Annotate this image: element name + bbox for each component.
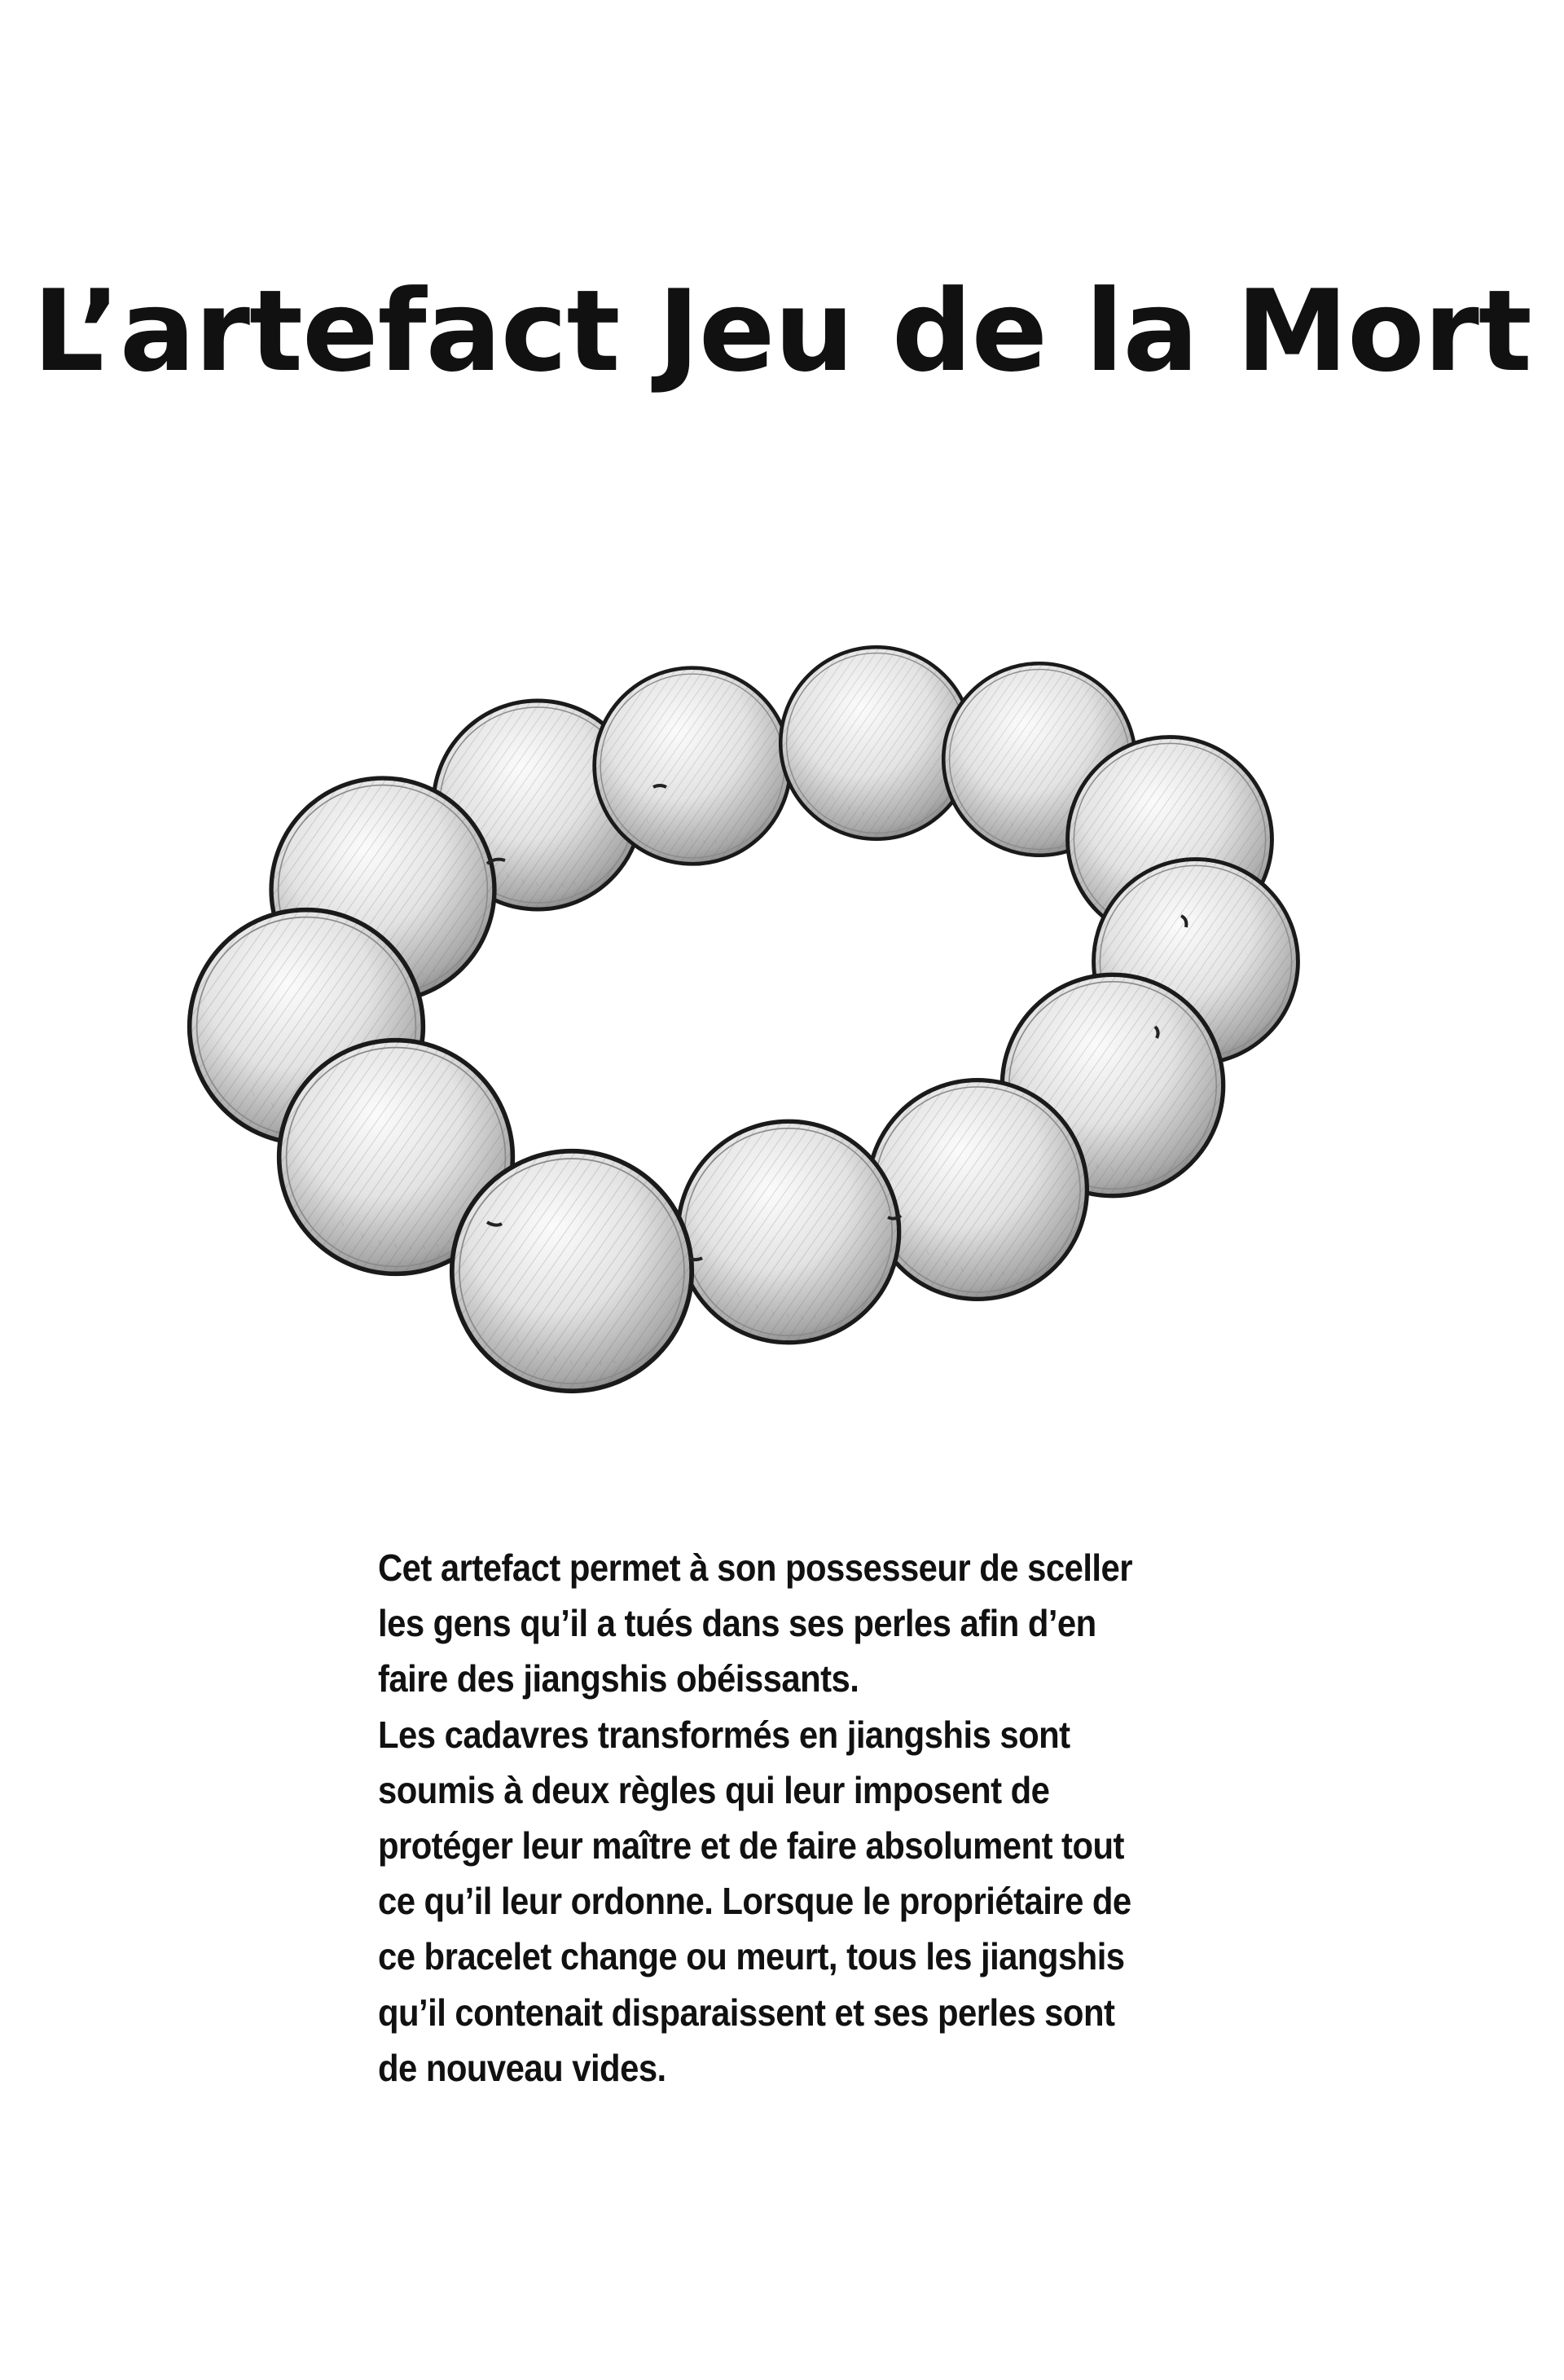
description-line: ce qu’il leur ordonne. Lorsque le propriétaire de [378, 1880, 1131, 1923]
artifact-description [378, 1540, 1132, 2096]
description-line: protéger leur maître et de faire absolument tout [378, 1824, 1124, 1867]
bead [678, 1121, 898, 1342]
description-line: qu’il contenait disparaissent et ses perles sont [378, 1991, 1115, 2034]
bead [452, 1151, 692, 1391]
page-title: L’artefact Jeu de la Mort [33, 266, 1531, 397]
bracelet-illustration [186, 619, 1326, 1418]
description-line: soumis à deux règles qui leur imposent de [378, 1768, 1050, 1811]
description-line: ce bracelet change ou meurt, tous les jiangshis [378, 1935, 1125, 1978]
description-line: de nouveau vides. [378, 2046, 666, 2089]
bead [868, 1080, 1087, 1300]
description-line: les gens qu’il a tués dans ses perles afin d’en [378, 1602, 1096, 1645]
description-line: faire des jiangshis obéissants. [378, 1657, 859, 1700]
description-line: Cet artefact permet à son possesseur de sceller [378, 1546, 1132, 1589]
description-line: Les cadavres transformés en jiangshis sont [378, 1713, 1070, 1756]
bead [595, 668, 791, 864]
